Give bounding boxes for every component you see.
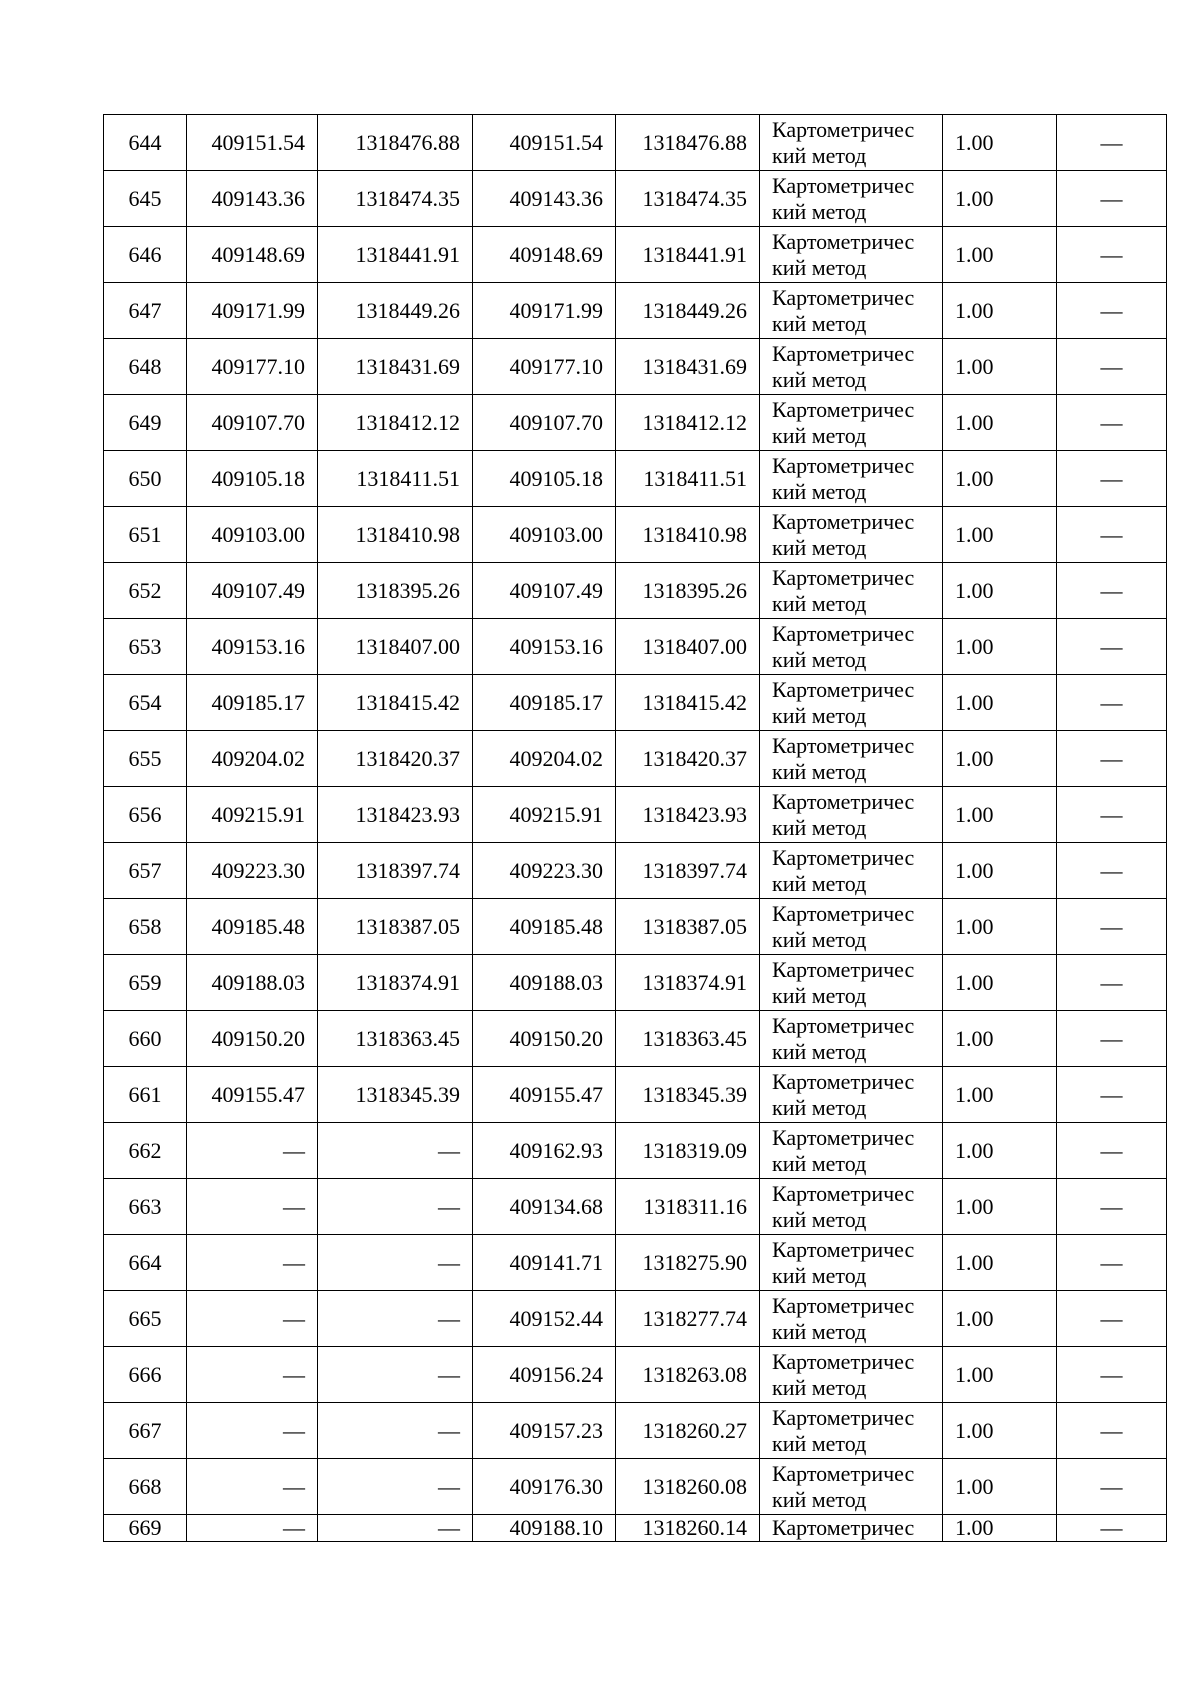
method-label-line-2: кий метод bbox=[772, 310, 867, 336]
existing-y-cell: 1318431.69 bbox=[318, 339, 473, 395]
new-y-cell: 1318319.09 bbox=[616, 1123, 760, 1179]
table-row bbox=[104, 843, 1167, 899]
point-number-cell: 660 bbox=[104, 1011, 187, 1067]
new-y-cell: 1318260.14 bbox=[616, 1515, 760, 1542]
method-cell bbox=[760, 339, 943, 395]
method-cell bbox=[760, 619, 943, 675]
method-label-line-1: Картометричес bbox=[772, 1404, 915, 1430]
new-y-cell: 1318397.74 bbox=[616, 843, 760, 899]
table-row bbox=[104, 1403, 1167, 1459]
existing-y-cell: — bbox=[318, 1347, 473, 1403]
point-number-cell: 665 bbox=[104, 1291, 187, 1347]
method-cell bbox=[760, 1515, 943, 1542]
method-cell bbox=[760, 1347, 943, 1403]
method-label-line-2: кий метод bbox=[772, 870, 867, 896]
existing-x-cell: 409177.10 bbox=[187, 339, 318, 395]
method-label-line-1: Картометричес bbox=[772, 396, 915, 422]
precision-cell: 1.00 bbox=[943, 283, 1057, 339]
new-y-cell: 1318260.08 bbox=[616, 1459, 760, 1515]
table-row bbox=[104, 787, 1167, 843]
table-row bbox=[104, 507, 1167, 563]
point-number-cell: 645 bbox=[104, 171, 187, 227]
existing-y-cell: — bbox=[318, 1291, 473, 1347]
point-number-cell: 647 bbox=[104, 283, 187, 339]
method-label-line-1: Картометричес bbox=[772, 284, 915, 310]
description-cell: — bbox=[1057, 283, 1167, 339]
new-y-cell: 1318420.37 bbox=[616, 731, 760, 787]
new-y-cell: 1318412.12 bbox=[616, 395, 760, 451]
existing-x-cell: 409148.69 bbox=[187, 227, 318, 283]
precision-cell: 1.00 bbox=[943, 339, 1057, 395]
existing-y-cell: 1318363.45 bbox=[318, 1011, 473, 1067]
new-x-cell: 409185.48 bbox=[473, 899, 616, 955]
description-cell: — bbox=[1057, 1123, 1167, 1179]
new-x-cell: 409107.49 bbox=[473, 563, 616, 619]
description-cell: — bbox=[1057, 451, 1167, 507]
method-label-line-2: кий метод bbox=[772, 1206, 867, 1232]
method-cell bbox=[760, 563, 943, 619]
point-number-cell: 651 bbox=[104, 507, 187, 563]
method-cell bbox=[760, 787, 943, 843]
existing-x-cell: 409188.03 bbox=[187, 955, 318, 1011]
method-cell bbox=[760, 1459, 943, 1515]
existing-y-cell: 1318374.91 bbox=[318, 955, 473, 1011]
table-row bbox=[104, 395, 1167, 451]
existing-x-cell: 409107.49 bbox=[187, 563, 318, 619]
point-number-cell: 644 bbox=[104, 115, 187, 171]
point-number-cell: 657 bbox=[104, 843, 187, 899]
method-label-line-1: Картометричес bbox=[772, 788, 915, 814]
precision-cell: 1.00 bbox=[943, 1459, 1057, 1515]
precision-cell: 1.00 bbox=[943, 1011, 1057, 1067]
existing-y-cell: 1318411.51 bbox=[318, 451, 473, 507]
method-label-line-1: Картометричес bbox=[772, 116, 915, 142]
method-label-line-2: кий метод bbox=[772, 254, 867, 280]
method-label-line-2: кий метод bbox=[772, 534, 867, 560]
point-number-cell: 666 bbox=[104, 1347, 187, 1403]
description-cell: — bbox=[1057, 1347, 1167, 1403]
method-cell bbox=[760, 1235, 943, 1291]
existing-x-cell: 409185.17 bbox=[187, 675, 318, 731]
precision-cell: 1.00 bbox=[943, 115, 1057, 171]
table-row bbox=[104, 1515, 1167, 1542]
new-x-cell: 409185.17 bbox=[473, 675, 616, 731]
precision-cell: 1.00 bbox=[943, 507, 1057, 563]
method-label-line-1: Картометричес bbox=[772, 340, 915, 366]
existing-y-cell: 1318415.42 bbox=[318, 675, 473, 731]
new-x-cell: 409151.54 bbox=[473, 115, 616, 171]
new-y-cell: 1318407.00 bbox=[616, 619, 760, 675]
existing-x-cell: — bbox=[187, 1179, 318, 1235]
method-cell bbox=[760, 507, 943, 563]
new-y-cell: 1318374.91 bbox=[616, 955, 760, 1011]
method-label-line-1: Картометричес bbox=[772, 1460, 915, 1486]
existing-x-cell: — bbox=[187, 1515, 318, 1542]
precision-cell: 1.00 bbox=[943, 955, 1057, 1011]
point-number-cell: 648 bbox=[104, 339, 187, 395]
table-row bbox=[104, 451, 1167, 507]
method-label-line-1: Картометричес bbox=[772, 1515, 915, 1540]
precision-cell: 1.00 bbox=[943, 843, 1057, 899]
method-label-line-1: Картометричес bbox=[772, 452, 915, 478]
method-label-line-1: Картометричес bbox=[772, 732, 915, 758]
new-y-cell: 1318474.35 bbox=[616, 171, 760, 227]
existing-x-cell: 409150.20 bbox=[187, 1011, 318, 1067]
method-cell bbox=[760, 227, 943, 283]
existing-x-cell: 409143.36 bbox=[187, 171, 318, 227]
method-label-line-1: Картометричес bbox=[772, 1068, 915, 1094]
method-label-line-2: кий метод bbox=[772, 1318, 867, 1344]
table-row bbox=[104, 899, 1167, 955]
precision-cell: 1.00 bbox=[943, 1067, 1057, 1123]
table-row bbox=[104, 227, 1167, 283]
new-y-cell: 1318423.93 bbox=[616, 787, 760, 843]
point-number-cell: 662 bbox=[104, 1123, 187, 1179]
precision-cell: 1.00 bbox=[943, 1515, 1057, 1542]
method-cell bbox=[760, 283, 943, 339]
description-cell: — bbox=[1057, 339, 1167, 395]
method-label-line-1: Картометричес bbox=[772, 844, 915, 870]
table-row bbox=[104, 115, 1167, 171]
method-label-line-2: кий метод bbox=[772, 814, 867, 840]
existing-x-cell: 409105.18 bbox=[187, 451, 318, 507]
existing-x-cell: — bbox=[187, 1459, 318, 1515]
existing-y-cell: — bbox=[318, 1515, 473, 1542]
method-cell bbox=[760, 843, 943, 899]
new-x-cell: 409148.69 bbox=[473, 227, 616, 283]
table-row bbox=[104, 1067, 1167, 1123]
existing-y-cell: 1318387.05 bbox=[318, 899, 473, 955]
new-y-cell: 1318449.26 bbox=[616, 283, 760, 339]
precision-cell: 1.00 bbox=[943, 227, 1057, 283]
precision-cell: 1.00 bbox=[943, 563, 1057, 619]
precision-cell: 1.00 bbox=[943, 1347, 1057, 1403]
description-cell: — bbox=[1057, 899, 1167, 955]
point-number-cell: 646 bbox=[104, 227, 187, 283]
method-label-line-1: Картометричес bbox=[772, 620, 915, 646]
existing-y-cell: 1318441.91 bbox=[318, 227, 473, 283]
table-row bbox=[104, 955, 1167, 1011]
method-cell bbox=[760, 395, 943, 451]
existing-x-cell: 409107.70 bbox=[187, 395, 318, 451]
description-cell: — bbox=[1057, 619, 1167, 675]
new-y-cell: 1318410.98 bbox=[616, 507, 760, 563]
new-y-cell: 1318277.74 bbox=[616, 1291, 760, 1347]
precision-cell: 1.00 bbox=[943, 787, 1057, 843]
precision-cell: 1.00 bbox=[943, 1403, 1057, 1459]
new-x-cell: 409177.10 bbox=[473, 339, 616, 395]
method-label-line-2: кий метод bbox=[772, 590, 867, 616]
point-number-cell: 653 bbox=[104, 619, 187, 675]
new-x-cell: 409204.02 bbox=[473, 731, 616, 787]
precision-cell: 1.00 bbox=[943, 171, 1057, 227]
description-cell: — bbox=[1057, 1067, 1167, 1123]
method-label-line-1: Картометричес bbox=[772, 564, 915, 590]
method-label-line-1: Картометричес bbox=[772, 1124, 915, 1150]
new-x-cell: 409188.10 bbox=[473, 1515, 616, 1542]
method-label-line-1: Картометричес bbox=[772, 1348, 915, 1374]
new-y-cell: 1318311.16 bbox=[616, 1179, 760, 1235]
new-y-cell: 1318387.05 bbox=[616, 899, 760, 955]
description-cell: — bbox=[1057, 955, 1167, 1011]
method-cell bbox=[760, 1067, 943, 1123]
existing-y-cell: — bbox=[318, 1459, 473, 1515]
precision-cell: 1.00 bbox=[943, 899, 1057, 955]
existing-y-cell: 1318476.88 bbox=[318, 115, 473, 171]
existing-x-cell: — bbox=[187, 1403, 318, 1459]
new-x-cell: 409103.00 bbox=[473, 507, 616, 563]
method-cell bbox=[760, 955, 943, 1011]
new-x-cell: 409107.70 bbox=[473, 395, 616, 451]
description-cell: — bbox=[1057, 395, 1167, 451]
existing-x-cell: 409223.30 bbox=[187, 843, 318, 899]
new-x-cell: 409162.93 bbox=[473, 1123, 616, 1179]
method-label-line-1: Картометричес bbox=[772, 956, 915, 982]
description-cell: — bbox=[1057, 1011, 1167, 1067]
new-x-cell: 409157.23 bbox=[473, 1403, 616, 1459]
existing-x-cell: 409151.54 bbox=[187, 115, 318, 171]
precision-cell: 1.00 bbox=[943, 675, 1057, 731]
method-cell bbox=[760, 1011, 943, 1067]
point-number-cell: 667 bbox=[104, 1403, 187, 1459]
method-label-line-2: кий метод bbox=[772, 758, 867, 784]
table-row bbox=[104, 1291, 1167, 1347]
precision-cell: 1.00 bbox=[943, 1179, 1057, 1235]
new-x-cell: 409152.44 bbox=[473, 1291, 616, 1347]
method-label-line-2: кий метод bbox=[772, 1486, 867, 1512]
new-y-cell: 1318263.08 bbox=[616, 1347, 760, 1403]
existing-x-cell: — bbox=[187, 1347, 318, 1403]
existing-x-cell: 409215.91 bbox=[187, 787, 318, 843]
method-label-line-2: кий метод bbox=[772, 646, 867, 672]
existing-y-cell: 1318395.26 bbox=[318, 563, 473, 619]
new-y-cell: 1318411.51 bbox=[616, 451, 760, 507]
table-row bbox=[104, 1347, 1167, 1403]
existing-y-cell: 1318474.35 bbox=[318, 171, 473, 227]
method-label-line-2: кий метод bbox=[772, 478, 867, 504]
point-number-cell: 654 bbox=[104, 675, 187, 731]
new-x-cell: 409141.71 bbox=[473, 1235, 616, 1291]
method-label-line-1: Картометричес bbox=[772, 1292, 915, 1318]
existing-x-cell: — bbox=[187, 1235, 318, 1291]
new-x-cell: 409215.91 bbox=[473, 787, 616, 843]
existing-y-cell: — bbox=[318, 1403, 473, 1459]
method-label-line-2: кий метод bbox=[772, 142, 867, 168]
description-cell: — bbox=[1057, 843, 1167, 899]
description-cell: — bbox=[1057, 1235, 1167, 1291]
new-y-cell: 1318275.90 bbox=[616, 1235, 760, 1291]
new-y-cell: 1318431.69 bbox=[616, 339, 760, 395]
new-x-cell: 409153.16 bbox=[473, 619, 616, 675]
method-label-line-1: Картометричес bbox=[772, 228, 915, 254]
existing-x-cell: 409185.48 bbox=[187, 899, 318, 955]
point-number-cell: 649 bbox=[104, 395, 187, 451]
coordinates-table bbox=[103, 114, 1167, 1542]
method-cell bbox=[760, 1179, 943, 1235]
precision-cell: 1.00 bbox=[943, 619, 1057, 675]
new-x-cell: 409188.03 bbox=[473, 955, 616, 1011]
method-cell bbox=[760, 731, 943, 787]
point-number-cell: 664 bbox=[104, 1235, 187, 1291]
method-label-line-2: кий метод bbox=[772, 1374, 867, 1400]
description-cell: — bbox=[1057, 227, 1167, 283]
table-row bbox=[104, 1459, 1167, 1515]
method-label-line-1: Картометричес bbox=[772, 508, 915, 534]
precision-cell: 1.00 bbox=[943, 1291, 1057, 1347]
method-label-line-2: кий метод bbox=[772, 1430, 867, 1456]
existing-y-cell: 1318423.93 bbox=[318, 787, 473, 843]
method-label-line-2: кий метод bbox=[772, 926, 867, 952]
new-x-cell: 409176.30 bbox=[473, 1459, 616, 1515]
precision-cell: 1.00 bbox=[943, 1235, 1057, 1291]
method-label-line-2: кий метод bbox=[772, 198, 867, 224]
method-cell bbox=[760, 451, 943, 507]
existing-y-cell: — bbox=[318, 1123, 473, 1179]
description-cell: — bbox=[1057, 1291, 1167, 1347]
method-label-line-2: кий метод bbox=[772, 422, 867, 448]
new-y-cell: 1318395.26 bbox=[616, 563, 760, 619]
table-row bbox=[104, 675, 1167, 731]
point-number-cell: 668 bbox=[104, 1459, 187, 1515]
existing-y-cell: — bbox=[318, 1179, 473, 1235]
new-x-cell: 409105.18 bbox=[473, 451, 616, 507]
existing-x-cell: 409153.16 bbox=[187, 619, 318, 675]
table-row bbox=[104, 619, 1167, 675]
table-row bbox=[104, 283, 1167, 339]
method-label-line-2: кий метод bbox=[772, 366, 867, 392]
point-number-cell: 659 bbox=[104, 955, 187, 1011]
existing-y-cell: — bbox=[318, 1235, 473, 1291]
new-y-cell: 1318363.45 bbox=[616, 1011, 760, 1067]
method-cell bbox=[760, 899, 943, 955]
new-y-cell: 1318260.27 bbox=[616, 1403, 760, 1459]
new-x-cell: 409143.36 bbox=[473, 171, 616, 227]
table-row bbox=[104, 1179, 1167, 1235]
table-row bbox=[104, 1235, 1167, 1291]
method-label-line-1: Картометричес bbox=[772, 1180, 915, 1206]
new-y-cell: 1318345.39 bbox=[616, 1067, 760, 1123]
method-label-line-2: кий метод bbox=[772, 1150, 867, 1176]
method-cell bbox=[760, 1403, 943, 1459]
table-row bbox=[104, 731, 1167, 787]
description-cell: — bbox=[1057, 1403, 1167, 1459]
method-label-line-1: Картометричес bbox=[772, 676, 915, 702]
new-y-cell: 1318415.42 bbox=[616, 675, 760, 731]
method-cell bbox=[760, 1291, 943, 1347]
description-cell: — bbox=[1057, 563, 1167, 619]
table-row bbox=[104, 563, 1167, 619]
existing-y-cell: 1318397.74 bbox=[318, 843, 473, 899]
description-cell: — bbox=[1057, 675, 1167, 731]
precision-cell: 1.00 bbox=[943, 731, 1057, 787]
method-label-line-1: Картометричес bbox=[772, 900, 915, 926]
method-cell bbox=[760, 171, 943, 227]
existing-y-cell: 1318345.39 bbox=[318, 1067, 473, 1123]
existing-y-cell: 1318410.98 bbox=[318, 507, 473, 563]
table-row bbox=[104, 1123, 1167, 1179]
table-row bbox=[104, 1011, 1167, 1067]
new-y-cell: 1318476.88 bbox=[616, 115, 760, 171]
method-label-line-2: кий метод bbox=[772, 1094, 867, 1120]
precision-cell: 1.00 bbox=[943, 1123, 1057, 1179]
existing-y-cell: 1318412.12 bbox=[318, 395, 473, 451]
existing-y-cell: 1318407.00 bbox=[318, 619, 473, 675]
description-cell: — bbox=[1057, 171, 1167, 227]
method-label-line-1: Картометричес bbox=[772, 172, 915, 198]
new-x-cell: 409155.47 bbox=[473, 1067, 616, 1123]
description-cell: — bbox=[1057, 1179, 1167, 1235]
method-label-line-2: кий метод bbox=[772, 1038, 867, 1064]
description-cell: — bbox=[1057, 787, 1167, 843]
point-number-cell: 658 bbox=[104, 899, 187, 955]
description-cell: — bbox=[1057, 1459, 1167, 1515]
method-label-line-2: кий метод bbox=[772, 702, 867, 728]
existing-y-cell: 1318420.37 bbox=[318, 731, 473, 787]
existing-x-cell: 409155.47 bbox=[187, 1067, 318, 1123]
description-cell: — bbox=[1057, 731, 1167, 787]
method-label-line-1: Картометричес bbox=[772, 1236, 915, 1262]
method-label-line-1: Картометричес bbox=[772, 1012, 915, 1038]
new-x-cell: 409223.30 bbox=[473, 843, 616, 899]
existing-x-cell: — bbox=[187, 1291, 318, 1347]
description-cell: — bbox=[1057, 507, 1167, 563]
method-cell bbox=[760, 675, 943, 731]
new-x-cell: 409171.99 bbox=[473, 283, 616, 339]
table-row bbox=[104, 171, 1167, 227]
table-row bbox=[104, 339, 1167, 395]
new-x-cell: 409134.68 bbox=[473, 1179, 616, 1235]
new-x-cell: 409156.24 bbox=[473, 1347, 616, 1403]
point-number-cell: 650 bbox=[104, 451, 187, 507]
point-number-cell: 652 bbox=[104, 563, 187, 619]
new-y-cell: 1318441.91 bbox=[616, 227, 760, 283]
method-label-line-2: кий метод bbox=[772, 1262, 867, 1288]
precision-cell: 1.00 bbox=[943, 395, 1057, 451]
point-number-cell: 669 bbox=[104, 1515, 187, 1542]
point-number-cell: 661 bbox=[104, 1067, 187, 1123]
method-cell bbox=[760, 1123, 943, 1179]
point-number-cell: 655 bbox=[104, 731, 187, 787]
existing-x-cell: — bbox=[187, 1123, 318, 1179]
method-label-line-2: кий метод bbox=[772, 982, 867, 1008]
point-number-cell: 663 bbox=[104, 1179, 187, 1235]
existing-y-cell: 1318449.26 bbox=[318, 283, 473, 339]
existing-x-cell: 409204.02 bbox=[187, 731, 318, 787]
existing-x-cell: 409171.99 bbox=[187, 283, 318, 339]
new-x-cell: 409150.20 bbox=[473, 1011, 616, 1067]
precision-cell: 1.00 bbox=[943, 451, 1057, 507]
existing-x-cell: 409103.00 bbox=[187, 507, 318, 563]
method-cell bbox=[760, 115, 943, 171]
description-cell: — bbox=[1057, 115, 1167, 171]
point-number-cell: 656 bbox=[104, 787, 187, 843]
description-cell: — bbox=[1057, 1515, 1167, 1542]
table-body bbox=[104, 115, 1167, 1542]
